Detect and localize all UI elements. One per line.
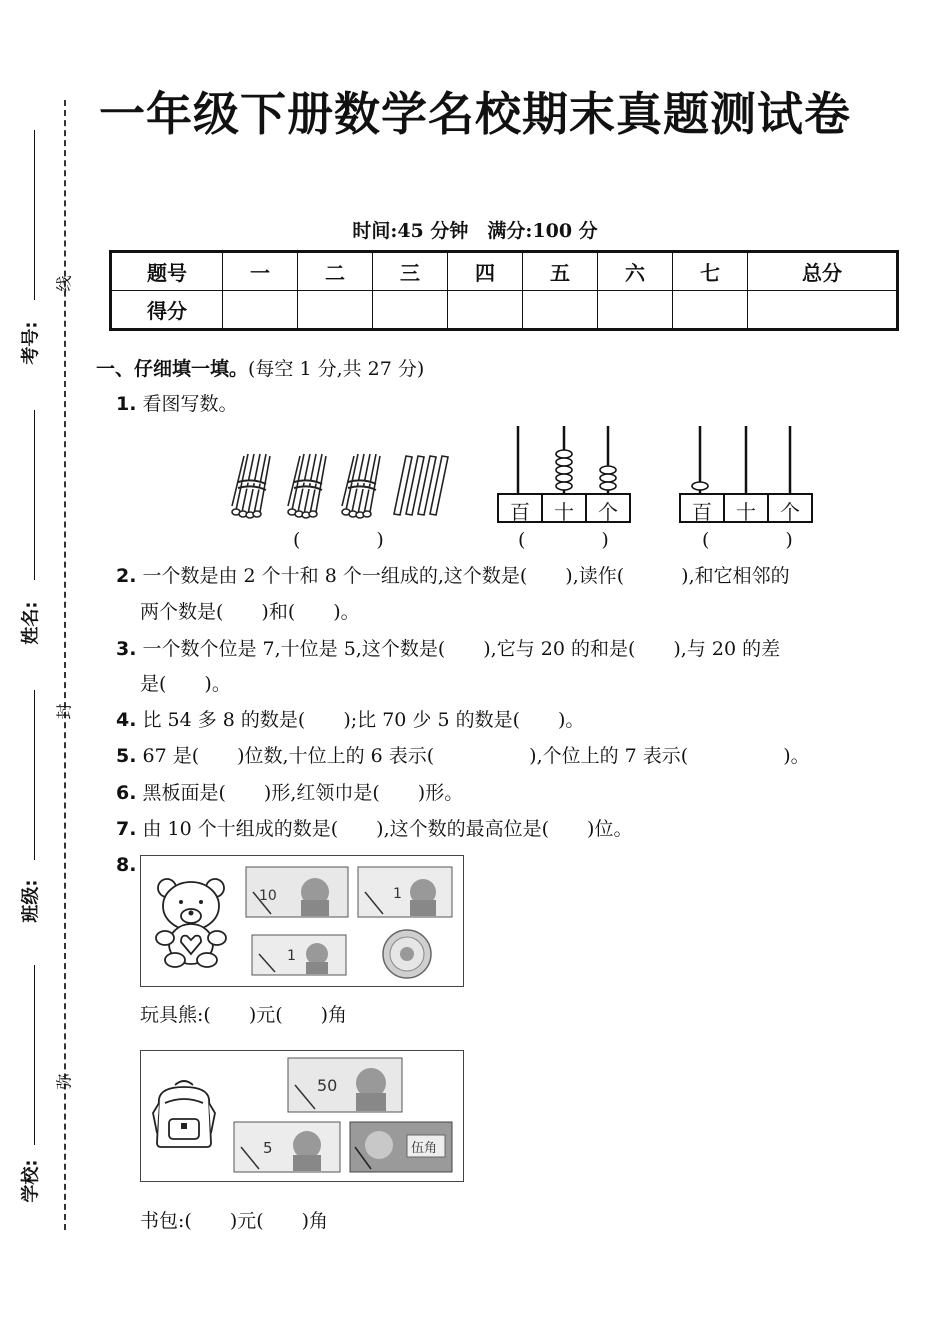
page-title: 一年级下册数学名校期末真题测试卷 <box>99 87 851 141</box>
header-cell: 五 <box>523 252 598 291</box>
note-10-value: 10 <box>259 888 277 904</box>
kaohao-label: 考号: <box>20 321 42 365</box>
note-1-yuan-a <box>357 866 453 918</box>
header-cell: 一 <box>223 252 298 291</box>
xuexiao-label: 学校: <box>20 1159 42 1203</box>
question-3-cont: 是( )。 <box>140 673 231 695</box>
score-cell[interactable] <box>448 291 523 330</box>
q1-answer-3[interactable]: ( ) <box>702 529 793 551</box>
question-2 <box>116 563 916 589</box>
banji-blank-line[interactable] <box>34 690 35 860</box>
abacus-label-shi: 十 <box>554 500 574 524</box>
xuexiao-blank-line[interactable] <box>34 965 35 1145</box>
abacus-label-ge: 个 <box>780 500 800 524</box>
question-text: 由 10 个十组成的数是( ),这个数的最高位是( )位。 <box>142 818 633 840</box>
question-2-cont: 两个数是( )和( )。 <box>140 601 360 623</box>
section-1-heading <box>96 354 424 381</box>
note-5-jiao-value: 伍角 <box>411 1141 438 1156</box>
score-cell[interactable] <box>523 291 598 330</box>
score-row-label: 得分 <box>111 291 223 330</box>
score-cell[interactable] <box>598 291 673 330</box>
question-text: 比 54 多 8 的数是( );比 70 少 5 的数是( )。 <box>142 709 585 731</box>
header-cell: 二 <box>298 252 373 291</box>
binding-mark-xian: 线 <box>54 275 74 292</box>
abacus-2-beads <box>692 482 708 490</box>
note-5-value: 5 <box>263 1139 273 1157</box>
binding-mark-feng: 封 <box>54 703 74 720</box>
question-text: 一个数是由 2 个十和 8 个一组成的,这个数是( ),读作( ),和它相邻的 <box>142 565 790 587</box>
score-cell[interactable] <box>673 291 748 330</box>
note-50-value: 50 <box>317 1076 338 1095</box>
note-1-value: 1 <box>287 948 296 964</box>
bear-price-caption[interactable]: 玩具熊:( )元( )角 <box>140 1004 348 1026</box>
kaohao-blank-line[interactable] <box>34 130 35 300</box>
score-table-header-row <box>111 252 898 291</box>
header-cell: 总分 <box>748 252 898 291</box>
question-3 <box>116 636 916 662</box>
question-text: 黑板面是( )形,红领巾是( )形。 <box>142 782 464 804</box>
banji-label: 班级: <box>20 879 42 923</box>
question-number: 8. <box>116 854 137 876</box>
question-4 <box>116 707 584 733</box>
question-number: 4. <box>116 709 137 731</box>
question-number: 3. <box>116 638 137 660</box>
header-cell: 四 <box>448 252 523 291</box>
abacus-label-ge: 个 <box>598 500 618 524</box>
score-cell[interactable] <box>748 291 898 330</box>
question-number: 2. <box>116 565 137 587</box>
sticks-illustration <box>228 448 453 524</box>
header-cell: 七 <box>673 252 748 291</box>
question-5 <box>116 743 916 769</box>
score-table <box>109 250 899 331</box>
single-sticks <box>394 456 448 515</box>
exam-info: 时间:45 分钟 满分:100 分 <box>352 220 598 242</box>
question-8 <box>116 852 136 878</box>
binding-mark-mi: 弥 <box>54 1073 74 1090</box>
xingming-blank-line[interactable] <box>34 410 35 580</box>
question-number: 5. <box>116 745 137 767</box>
abacus-label-bai: 百 <box>692 500 712 524</box>
header-cell: 题号 <box>111 252 223 291</box>
score-cell[interactable] <box>298 291 373 330</box>
question-number: 6. <box>116 782 137 804</box>
note-1-value: 1 <box>393 886 402 902</box>
question-text: 67 是( )位数,十位上的 6 表示( ),个位上的 7 表示( )。 <box>142 745 810 767</box>
note-50-yuan <box>287 1057 403 1113</box>
score-table-score-row <box>111 291 898 330</box>
question-1 <box>116 391 238 417</box>
header-cell: 三 <box>373 252 448 291</box>
bear-price-box <box>140 855 464 987</box>
abacus-label-bai: 百 <box>510 500 530 524</box>
note-5-jiao <box>349 1121 453 1173</box>
bag-price-caption[interactable]: 书包:( )元( )角 <box>140 1210 329 1232</box>
question-text: 看图写数。 <box>142 393 238 415</box>
bag-price-box <box>140 1050 464 1182</box>
teddy-bear-icon <box>151 876 231 968</box>
section-1-note: (每空 1 分,共 27 分) <box>248 358 425 380</box>
note-10-yuan <box>245 866 349 918</box>
note-1-yuan-b <box>251 934 347 976</box>
stick-bundle-2 <box>288 454 326 518</box>
stick-bundle-1 <box>232 454 270 518</box>
score-cell[interactable] <box>373 291 448 330</box>
abacus-label-shi: 十 <box>736 500 756 524</box>
question-number: 7. <box>116 818 137 840</box>
question-text: 一个数个位是 7,十位是 5,这个数是( ),它与 20 的和是( ),与 20 的差 <box>142 638 781 660</box>
score-cell[interactable] <box>223 291 298 330</box>
coin-icon <box>381 928 433 980</box>
q1-answer-2[interactable]: ( ) <box>518 529 609 551</box>
section-1-title: 一、仔细填一填。 <box>96 358 249 380</box>
q1-answer-1[interactable]: ( ) <box>293 529 384 551</box>
backpack-icon <box>149 1077 219 1149</box>
question-6 <box>116 780 463 806</box>
question-7 <box>116 816 632 842</box>
note-5-yuan <box>233 1121 341 1173</box>
question-number: 1. <box>116 393 137 415</box>
xingming-label: 姓名: <box>20 601 42 645</box>
stick-bundle-3 <box>342 454 380 518</box>
header-cell: 六 <box>598 252 673 291</box>
binding-dashed-line <box>64 100 66 1230</box>
